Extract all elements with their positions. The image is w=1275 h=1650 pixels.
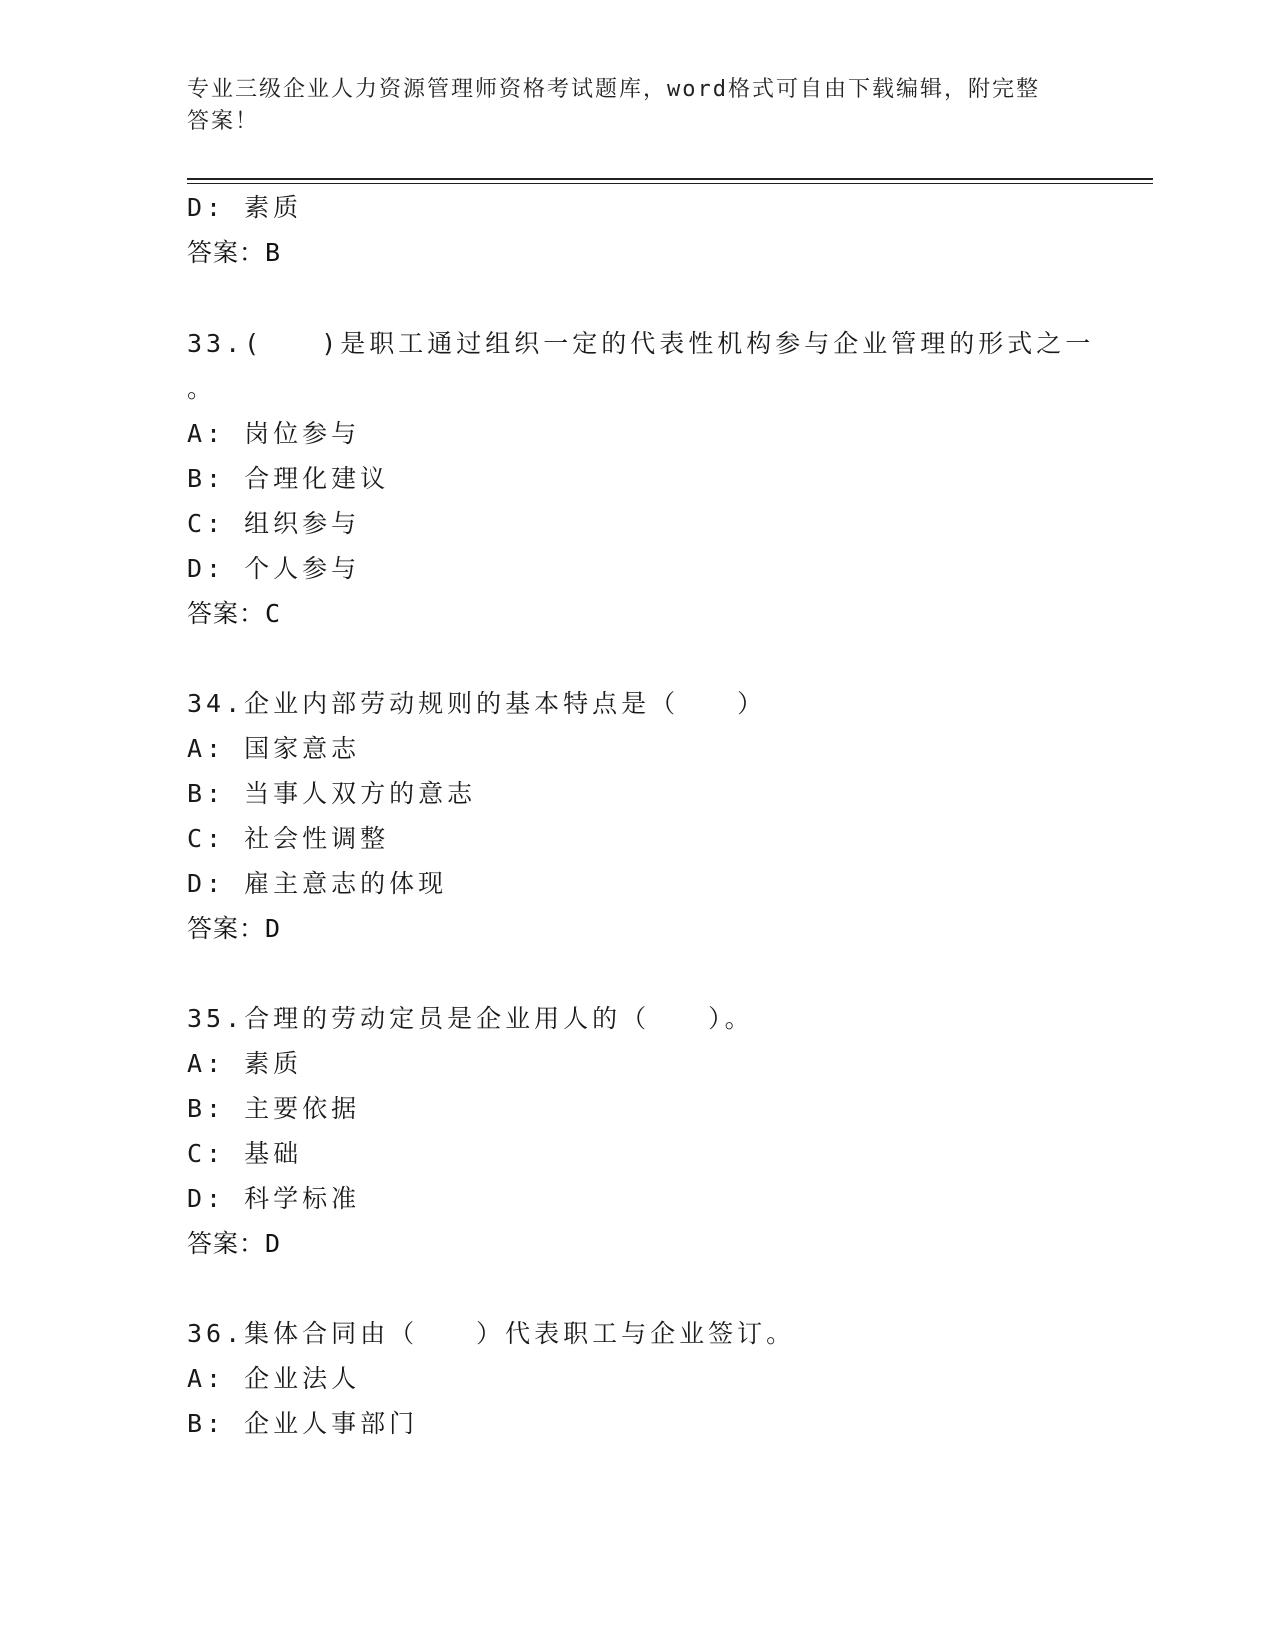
question-35-option-b: B: 主要依据: [187, 1094, 361, 1123]
answer-label: 答案：: [187, 238, 266, 267]
header-divider-thick: [187, 178, 1153, 180]
header-line-2: 答案！: [187, 109, 260, 134]
header-line-1: 专业三级企业人力资源管理师资格考试题库，word格式可自由下载编辑，附完整: [187, 77, 1040, 102]
question-35-option-d: D: 科学标准: [187, 1184, 361, 1213]
question-33-answer: [187, 599, 281, 629]
question-34-option-c: C: 社会性调整: [187, 824, 390, 853]
answer-value: C: [265, 599, 282, 628]
question-33-stem: 33.( )是职工通过组织一定的代表性机构参与企业管理的形式之一: [187, 329, 1095, 358]
answer-label: 答案：: [187, 914, 266, 943]
question-34-option-b: B: 当事人双方的意志: [187, 779, 477, 808]
document-header: [187, 74, 1067, 138]
question-36-option-b: B: 企业人事部门: [187, 1409, 419, 1438]
question-36-option-a: A: 企业法人: [187, 1364, 361, 1393]
question-33-stem-cont: 。: [187, 374, 217, 403]
header-divider-thin: [187, 183, 1153, 184]
question-33-option-b: B: 合理化建议: [187, 464, 390, 493]
question-34-answer: [187, 914, 281, 944]
question-34-stem: 34.企业内部劳动规则的基本特点是（ ）: [187, 689, 767, 718]
answer-label: 答案：: [187, 599, 266, 628]
question-33-option-d: D: 个人参与: [187, 554, 361, 583]
question-35-answer: [187, 1229, 281, 1259]
question-33-option-c: C: 组织参与: [187, 509, 361, 538]
answer-value: D: [265, 914, 282, 943]
question-35-option-a: A: 素质: [187, 1049, 303, 1078]
prev-option-d: D: 素质: [187, 193, 303, 222]
answer-label: 答案：: [187, 1229, 266, 1258]
answer-value: B: [265, 238, 282, 267]
question-34-option-a: A: 国家意志: [187, 734, 361, 763]
prev-answer: [187, 238, 281, 268]
question-35-stem: 35.合理的劳动定员是企业用人的（ ）。: [187, 1004, 754, 1033]
question-35-option-c: C: 基础: [187, 1139, 303, 1168]
answer-value: D: [265, 1229, 282, 1258]
question-36-stem: 36.集体合同由（ ）代表职工与企业签订。: [187, 1319, 796, 1348]
question-33-option-a: A: 岗位参与: [187, 419, 361, 448]
question-34-option-d: D: 雇主意志的体现: [187, 869, 448, 898]
